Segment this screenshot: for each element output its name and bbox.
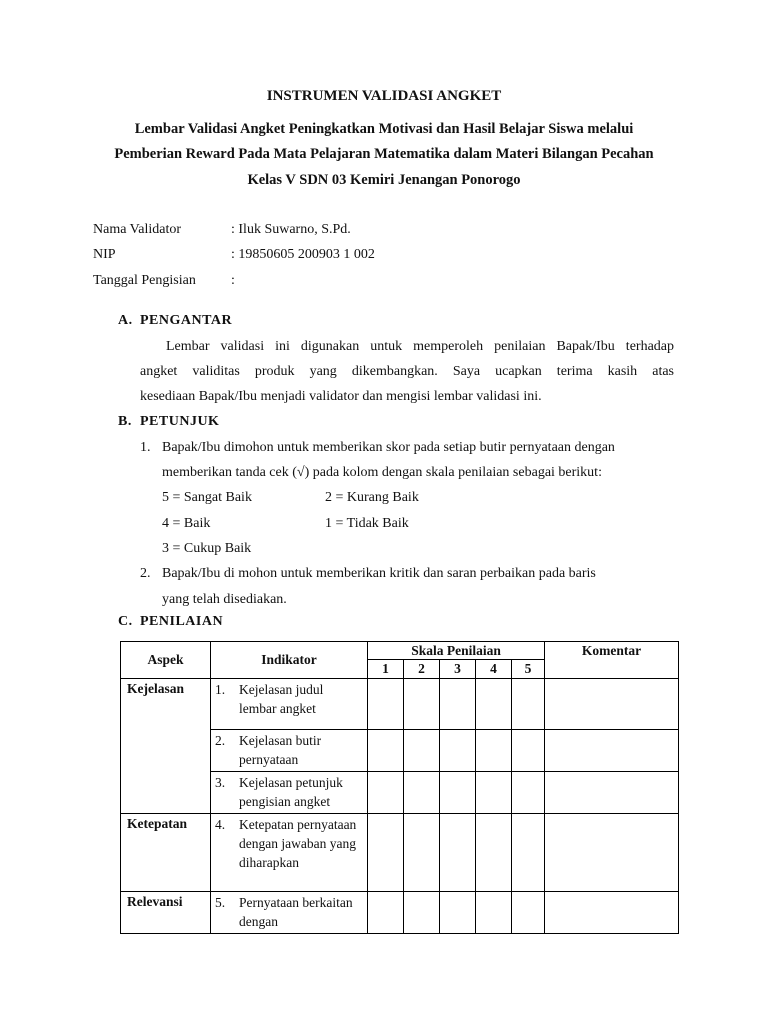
scale-header-5: 5	[512, 660, 545, 679]
subtitle-line-1: Lembar Validasi Angket Peningkatkan Motivasi dan Hasil Belajar Siswa melalui	[134, 121, 634, 137]
score-cell-1[interactable]	[368, 814, 404, 892]
score-cell-1[interactable]	[368, 730, 404, 772]
scale-header-4: 4	[476, 660, 512, 679]
section-penilaian-heading	[118, 614, 223, 630]
date-value: :	[231, 273, 235, 288]
indikator-cell	[211, 679, 368, 730]
table-row	[121, 892, 679, 934]
header-komentar: Komentar	[545, 642, 679, 679]
indikator-cell	[211, 892, 368, 934]
scale-3: 3 = Cukup Baik	[162, 541, 252, 556]
petunjuk-item-1-line-1: Bapak/Ibu dimohon untuk memberikan skor pada setiap butir pernyataan dengan	[162, 440, 615, 455]
indikator-number: 1.	[215, 682, 226, 697]
score-cell-3[interactable]	[440, 814, 476, 892]
indikator-cell	[211, 814, 368, 892]
score-cell-3[interactable]	[440, 772, 476, 814]
indikator-cell	[211, 772, 368, 814]
aspek-cell: Ketepatan	[121, 814, 211, 892]
score-cell-2[interactable]	[404, 730, 440, 772]
section-title: PENGANTAR	[140, 313, 233, 328]
comment-cell[interactable]	[545, 814, 679, 892]
petunjuk-item-1-line-2: memberikan tanda cek (√) pada kolom dengan skala penilaian sebagai berikut:	[162, 465, 602, 480]
petunjuk-item-2-line-2: yang telah disediakan.	[162, 592, 287, 607]
score-cell-5[interactable]	[512, 814, 545, 892]
score-cell-4[interactable]	[476, 772, 512, 814]
header-skala-penilaian: Skala Penilaian	[368, 642, 545, 660]
indikator-number: 2.	[215, 733, 226, 748]
pengantar-line-1: Lembar validasi ini digunakan untuk memperoleh penilaian Bapak/Ibu terhadap	[166, 339, 674, 354]
scale-5: 5 = Sangat Baik	[162, 490, 252, 505]
scale-2: 2 = Kurang Baik	[325, 490, 419, 505]
validator-name-label: Nama Validator	[93, 222, 181, 237]
nip-value: : 19850605 200903 1 002	[231, 247, 375, 262]
score-cell-2[interactable]	[404, 814, 440, 892]
comment-cell[interactable]	[545, 679, 679, 730]
score-cell-4[interactable]	[476, 679, 512, 730]
pengantar-line-2: angket validitas produk yang dikembangkan. Saya ucapkan terima kasih atas	[140, 364, 674, 379]
score-cell-2[interactable]	[404, 772, 440, 814]
score-cell-4[interactable]	[476, 730, 512, 772]
document-title: INSTRUMEN VALIDASI ANGKET	[266, 88, 502, 104]
table-row	[121, 814, 679, 892]
comment-cell[interactable]	[545, 892, 679, 934]
indikator-number: 3.	[215, 775, 226, 790]
score-cell-4[interactable]	[476, 814, 512, 892]
pengantar-line-3: kesediaan Bapak/Ibu menjadi validator dan mengisi lembar validasi ini.	[140, 389, 542, 404]
assessment-table	[120, 641, 679, 934]
subtitle-line-2: Pemberian Reward Pada Mata Pelajaran Matematika dalam Materi Bilangan Pecahan	[114, 146, 654, 162]
score-cell-1[interactable]	[368, 679, 404, 730]
score-cell-1[interactable]	[368, 772, 404, 814]
aspek-cell: Relevansi	[121, 892, 211, 934]
petunjuk-item-2-line-1: Bapak/Ibu di mohon untuk memberikan kritik dan saran perbaikan pada baris	[162, 566, 596, 581]
subtitle-line-3: Kelas V SDN 03 Kemiri Jenangan Ponorogo	[247, 172, 521, 188]
indikator-text: Pernyataan berkaitan dengan	[239, 895, 353, 929]
petunjuk-item-2-number: 2.	[140, 566, 151, 581]
table-row	[121, 679, 679, 730]
indikator-text: Kejelasan judul lembar angket	[239, 682, 324, 716]
nip-label: NIP	[93, 247, 116, 262]
header-indikator: Indikator	[211, 642, 368, 679]
indikator-number: 5.	[215, 895, 226, 910]
score-cell-3[interactable]	[440, 730, 476, 772]
score-cell-5[interactable]	[512, 772, 545, 814]
score-cell-1[interactable]	[368, 892, 404, 934]
indikator-text: Kejelasan petunjuk pengisian angket	[239, 775, 343, 809]
indikator-number: 4.	[215, 817, 226, 832]
indikator-text: Kejelasan butir pernyataan	[239, 733, 322, 767]
section-letter: A.	[118, 313, 133, 328]
score-cell-2[interactable]	[404, 679, 440, 730]
scale-1: 1 = Tidak Baik	[325, 516, 409, 531]
section-pengantar-heading	[118, 313, 232, 329]
comment-cell[interactable]	[545, 772, 679, 814]
petunjuk-item-1-number: 1.	[140, 440, 151, 455]
scale-header-1: 1	[368, 660, 404, 679]
section-title: PETUNJUK	[140, 414, 220, 429]
comment-cell[interactable]	[545, 730, 679, 772]
table-header-row	[121, 642, 679, 660]
section-title: PENILAIAN	[140, 614, 224, 629]
indikator-cell	[211, 730, 368, 772]
section-petunjuk-heading	[118, 414, 219, 430]
score-cell-4[interactable]	[476, 892, 512, 934]
section-letter: B.	[118, 414, 132, 429]
date-label: Tanggal Pengisian	[93, 273, 196, 288]
section-letter: C.	[118, 614, 133, 629]
header-aspek: Aspek	[121, 642, 211, 679]
pengantar-paragraph	[140, 337, 674, 407]
score-cell-5[interactable]	[512, 679, 545, 730]
validator-name-value: : Iluk Suwarno, S.Pd.	[231, 222, 351, 237]
score-cell-3[interactable]	[440, 679, 476, 730]
indikator-text: Ketepatan pernyataan dengan jawaban yang diharapkan	[239, 817, 357, 870]
scale-header-3: 3	[440, 660, 476, 679]
scale-4: 4 = Baik	[162, 516, 211, 531]
score-cell-5[interactable]	[512, 730, 545, 772]
aspek-cell: Kejelasan	[121, 679, 211, 814]
score-cell-2[interactable]	[404, 892, 440, 934]
scale-header-2: 2	[404, 660, 440, 679]
score-cell-3[interactable]	[440, 892, 476, 934]
score-cell-5[interactable]	[512, 892, 545, 934]
